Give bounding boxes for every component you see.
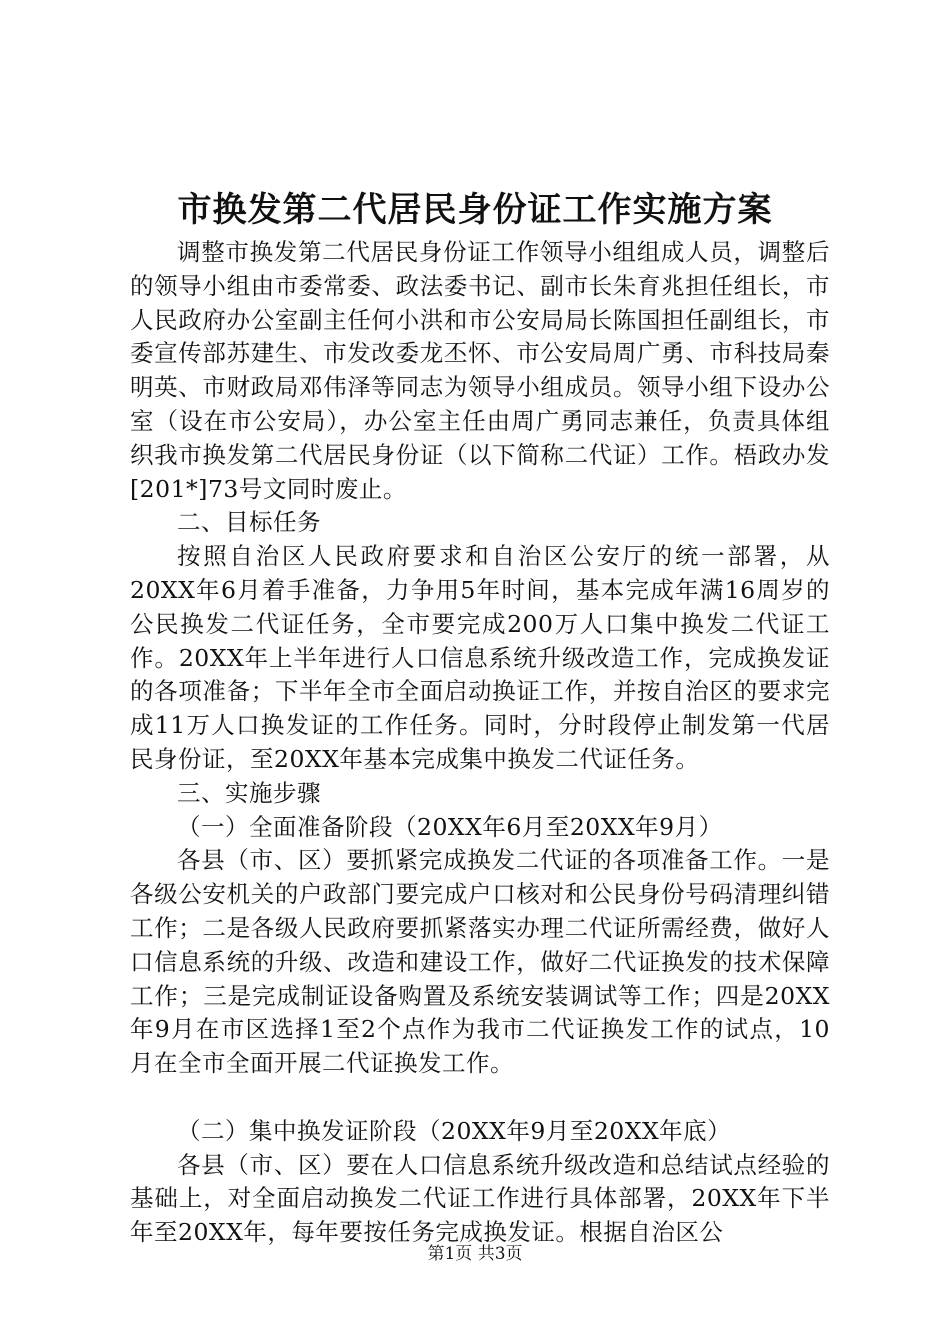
document-title: 市换发第二代居民身份证工作实施方案 bbox=[177, 190, 773, 230]
paragraph-preparation-stage: 各县（市、区）要抓紧完成换发二代证的各项准备工作。一是各级公安机关的户政部门要完成户口核对和公民身份号码清理纠错工作；二是各级人民政府要抓紧落实办理二代证所需经费，做好人口信息系统的升级、改造和建设工作，做好二代证换发的技术保障工作；三是完成制证设备购置及系统安装调试等工作；四是20XX年9月在市区选择1至2个点作为我市二代证换发工作的试点，10月在全市全面开展二代证换发工作。 bbox=[130, 846, 830, 1078]
paragraph-issuance-stage: 各县（市、区）要在人口信息系统升级改造和总结试点经验的基础上，对全面启动换发二代证工作进行具体部署，20XX年下半年至20XX年，每年要按任务完成换发证。根据自治区公 bbox=[130, 1150, 830, 1247]
subheading-preparation-stage: （一）全面准备阶段（20XX年6月至20XX年9月） bbox=[177, 812, 723, 841]
page-number-footer: 第1页 共3页 bbox=[427, 1244, 523, 1264]
paragraph-goals: 按照自治区人民政府要求和自治区公安厅的统一部署，从20XX年6月着手准备，力争用5年时间，基本完成年满16周岁的公民换发二代证任务，全市要完成200万人口集中换发二代证工作。20XX年上半年进行人口信息系统升级改造工作，完成换发证的各项准备；下半年全市全面启动换证工作，并按自治区的要求完成11万人口换发证的工作任务。同时，分时段停止制发第一代居民身份证，至20XX年基本完成集中换发二代证任务。 bbox=[130, 542, 830, 773]
document-body bbox=[130, 236, 830, 1250]
paragraph-spacer bbox=[130, 1081, 830, 1115]
paragraph-leadership-group: 调整市换发第二代居民身份证工作领导小组组成人员，调整后的领导小组由市委常委、政法委书记、副市长朱育兆担任组长，市人民政府办公室副主任何小洪和市公安局局长陈国担任副组长，市委宣传部苏建生、市发改委龙丕怀、市公安局周广勇、市科技局秦明英、市财政局邓伟泽等同志为领导小组成员。领导小组下设办公室（设在市公安局），办公室主任由周广勇同志兼任，负责具体组织我市换发第二代居民身份证（以下简称二代证）工作。梧政办发[201*]73号文同时废止。 bbox=[130, 238, 830, 503]
subheading-issuance-stage: （二）集中换发证阶段（20XX年9月至20XX年底） bbox=[177, 1116, 732, 1145]
section-heading-steps: 三、实施步骤 bbox=[177, 778, 321, 807]
section-heading-goals: 二、目标任务 bbox=[177, 508, 321, 537]
